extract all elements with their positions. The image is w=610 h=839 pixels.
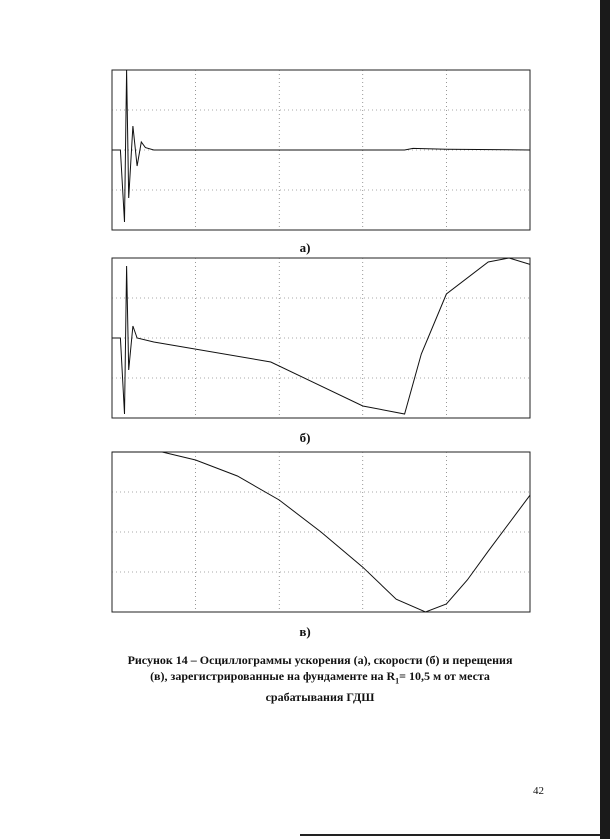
caption-line-2-start: (в), зарегистрированные на фундаменте на R	[150, 669, 396, 683]
series-trace-0	[112, 70, 530, 222]
chart-c	[112, 452, 530, 612]
caption-line-2	[100, 668, 540, 689]
figure-caption	[100, 652, 540, 705]
oscillogram-velocity	[112, 258, 530, 418]
panel-label-c: в)	[299, 624, 311, 639]
oscillogram-displacement	[112, 452, 530, 612]
series-trace-0	[112, 452, 530, 612]
oscillogram-acceleration	[112, 70, 530, 230]
plot-frame	[112, 258, 530, 418]
page-edge-scan-shadow	[600, 0, 610, 839]
bottom-rule	[300, 834, 600, 836]
chart-b	[112, 258, 530, 418]
caption-line-3: срабатывания ГДШ	[265, 690, 375, 705]
caption-subscript: 1	[395, 676, 400, 686]
panel-label-b: б)	[299, 430, 311, 445]
caption-line-1: Рисунок 14 – Осциллограммы ускорения (а), скорости (б) и перещения	[127, 653, 513, 667]
page-number: 42	[533, 785, 544, 797]
caption-line-2-end: = 10,5 м от места	[399, 669, 490, 683]
chart-a	[112, 70, 530, 230]
series-trace-0	[112, 258, 530, 414]
panel-label-a: а)	[299, 240, 311, 255]
